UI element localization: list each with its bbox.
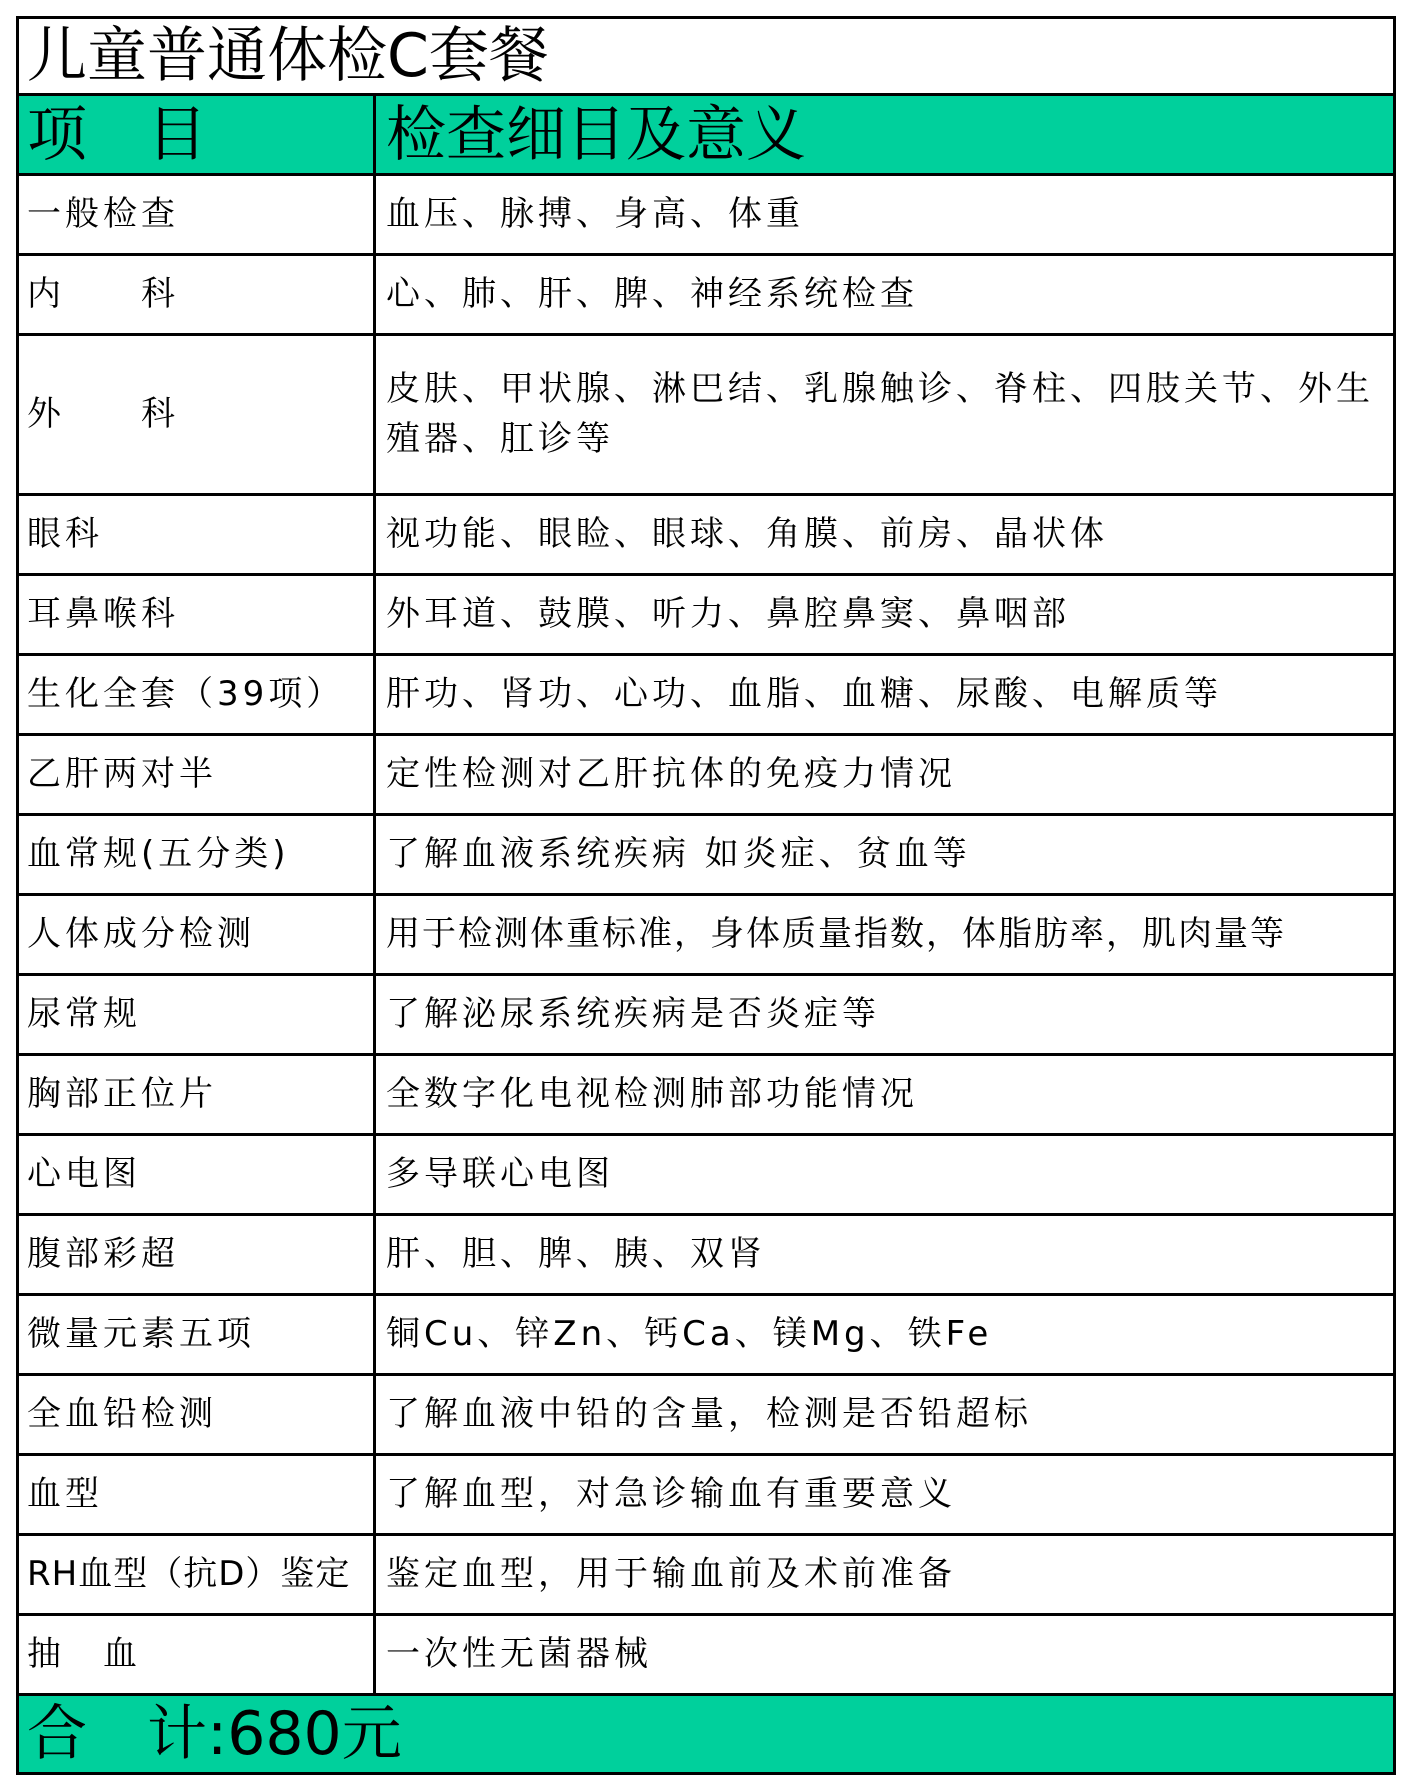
table-row	[19, 496, 1393, 576]
total-price: 合 计:680元	[19, 1696, 1393, 1772]
row-detail: 了解血液中铅的含量，检测是否铅超标	[386, 1393, 1032, 1434]
header-item: 项 目	[19, 96, 376, 173]
row-item: 一般检查	[19, 176, 376, 253]
header-detail: 检查细目及意义	[386, 99, 806, 170]
row-detail: 铜Cu、锌Zn、钙Ca、镁Mg、铁Fe	[386, 1313, 993, 1354]
row-item: 尿常规	[19, 976, 376, 1053]
row-detail: 血压、脉搏、身高、体重	[386, 193, 804, 234]
table-row	[19, 1616, 1393, 1696]
table-row	[19, 1456, 1393, 1536]
row-item: 血常规(五分类)	[19, 816, 376, 893]
row-detail: 鉴定血型，用于输血前及术前准备	[386, 1553, 956, 1594]
row-item: 抽 血	[19, 1616, 376, 1693]
table-row	[19, 1136, 1393, 1216]
row-detail: 定性检测对乙肝抗体的免疫力情况	[386, 753, 956, 794]
row-detail: 了解血型，对急诊输血有重要意义	[386, 1473, 956, 1514]
package-table	[16, 16, 1396, 1775]
package-title: 儿童普通体检C套餐	[19, 19, 1393, 96]
table-row	[19, 176, 1393, 256]
table-row	[19, 896, 1393, 976]
table-header	[19, 96, 1393, 176]
row-item: 血型	[19, 1456, 376, 1533]
table-row	[19, 1296, 1393, 1376]
row-item: RH血型（抗D）鉴定	[19, 1536, 376, 1613]
table-row	[19, 1376, 1393, 1456]
row-detail: 皮肤、甲状腺、淋巴结、乳腺触诊、脊柱、四肢关节、外生殖器、肛诊等	[386, 369, 1374, 459]
row-item: 人体成分检测	[19, 896, 376, 973]
row-item: 腹部彩超	[19, 1216, 376, 1293]
row-item: 全血铅检测	[19, 1376, 376, 1453]
row-detail: 视功能、眼睑、眼球、角膜、前房、晶状体	[386, 513, 1108, 554]
table-row	[19, 256, 1393, 336]
table-row	[19, 656, 1393, 736]
row-item: 耳鼻喉科	[19, 576, 376, 653]
row-detail: 多导联心电图	[386, 1153, 614, 1194]
table-row	[19, 1536, 1393, 1616]
row-item: 胸部正位片	[19, 1056, 376, 1133]
row-item: 微量元素五项	[19, 1296, 376, 1373]
row-item: 心电图	[19, 1136, 376, 1213]
row-item: 外 科	[19, 336, 376, 493]
table-row	[19, 816, 1393, 896]
row-detail: 一次性无菌器械	[386, 1633, 652, 1674]
row-item: 内 科	[19, 256, 376, 333]
row-detail: 用于检测体重标准，身体质量指数，体脂肪率，肌肉量等	[386, 913, 1286, 954]
row-item: 生化全套（39项）	[19, 656, 376, 733]
table-row	[19, 576, 1393, 656]
row-detail: 肝、胆、脾、胰、双肾	[386, 1233, 766, 1274]
table-row	[19, 976, 1393, 1056]
row-detail: 心、肺、肝、脾、神经系统检查	[386, 273, 918, 314]
table-row	[19, 736, 1393, 816]
row-detail: 了解泌尿系统疾病是否炎症等	[386, 993, 880, 1034]
row-detail: 了解血液系统疾病 如炎症、贫血等	[386, 833, 971, 874]
row-item: 乙肝两对半	[19, 736, 376, 813]
row-detail: 全数字化电视检测肺部功能情况	[386, 1073, 918, 1114]
row-detail: 外耳道、鼓膜、听力、鼻腔鼻窦、鼻咽部	[386, 593, 1070, 634]
table-row	[19, 336, 1393, 496]
row-item: 眼科	[19, 496, 376, 573]
table-row	[19, 1216, 1393, 1296]
table-row	[19, 1056, 1393, 1136]
row-detail: 肝功、肾功、心功、血脂、血糖、尿酸、电解质等	[386, 673, 1222, 714]
